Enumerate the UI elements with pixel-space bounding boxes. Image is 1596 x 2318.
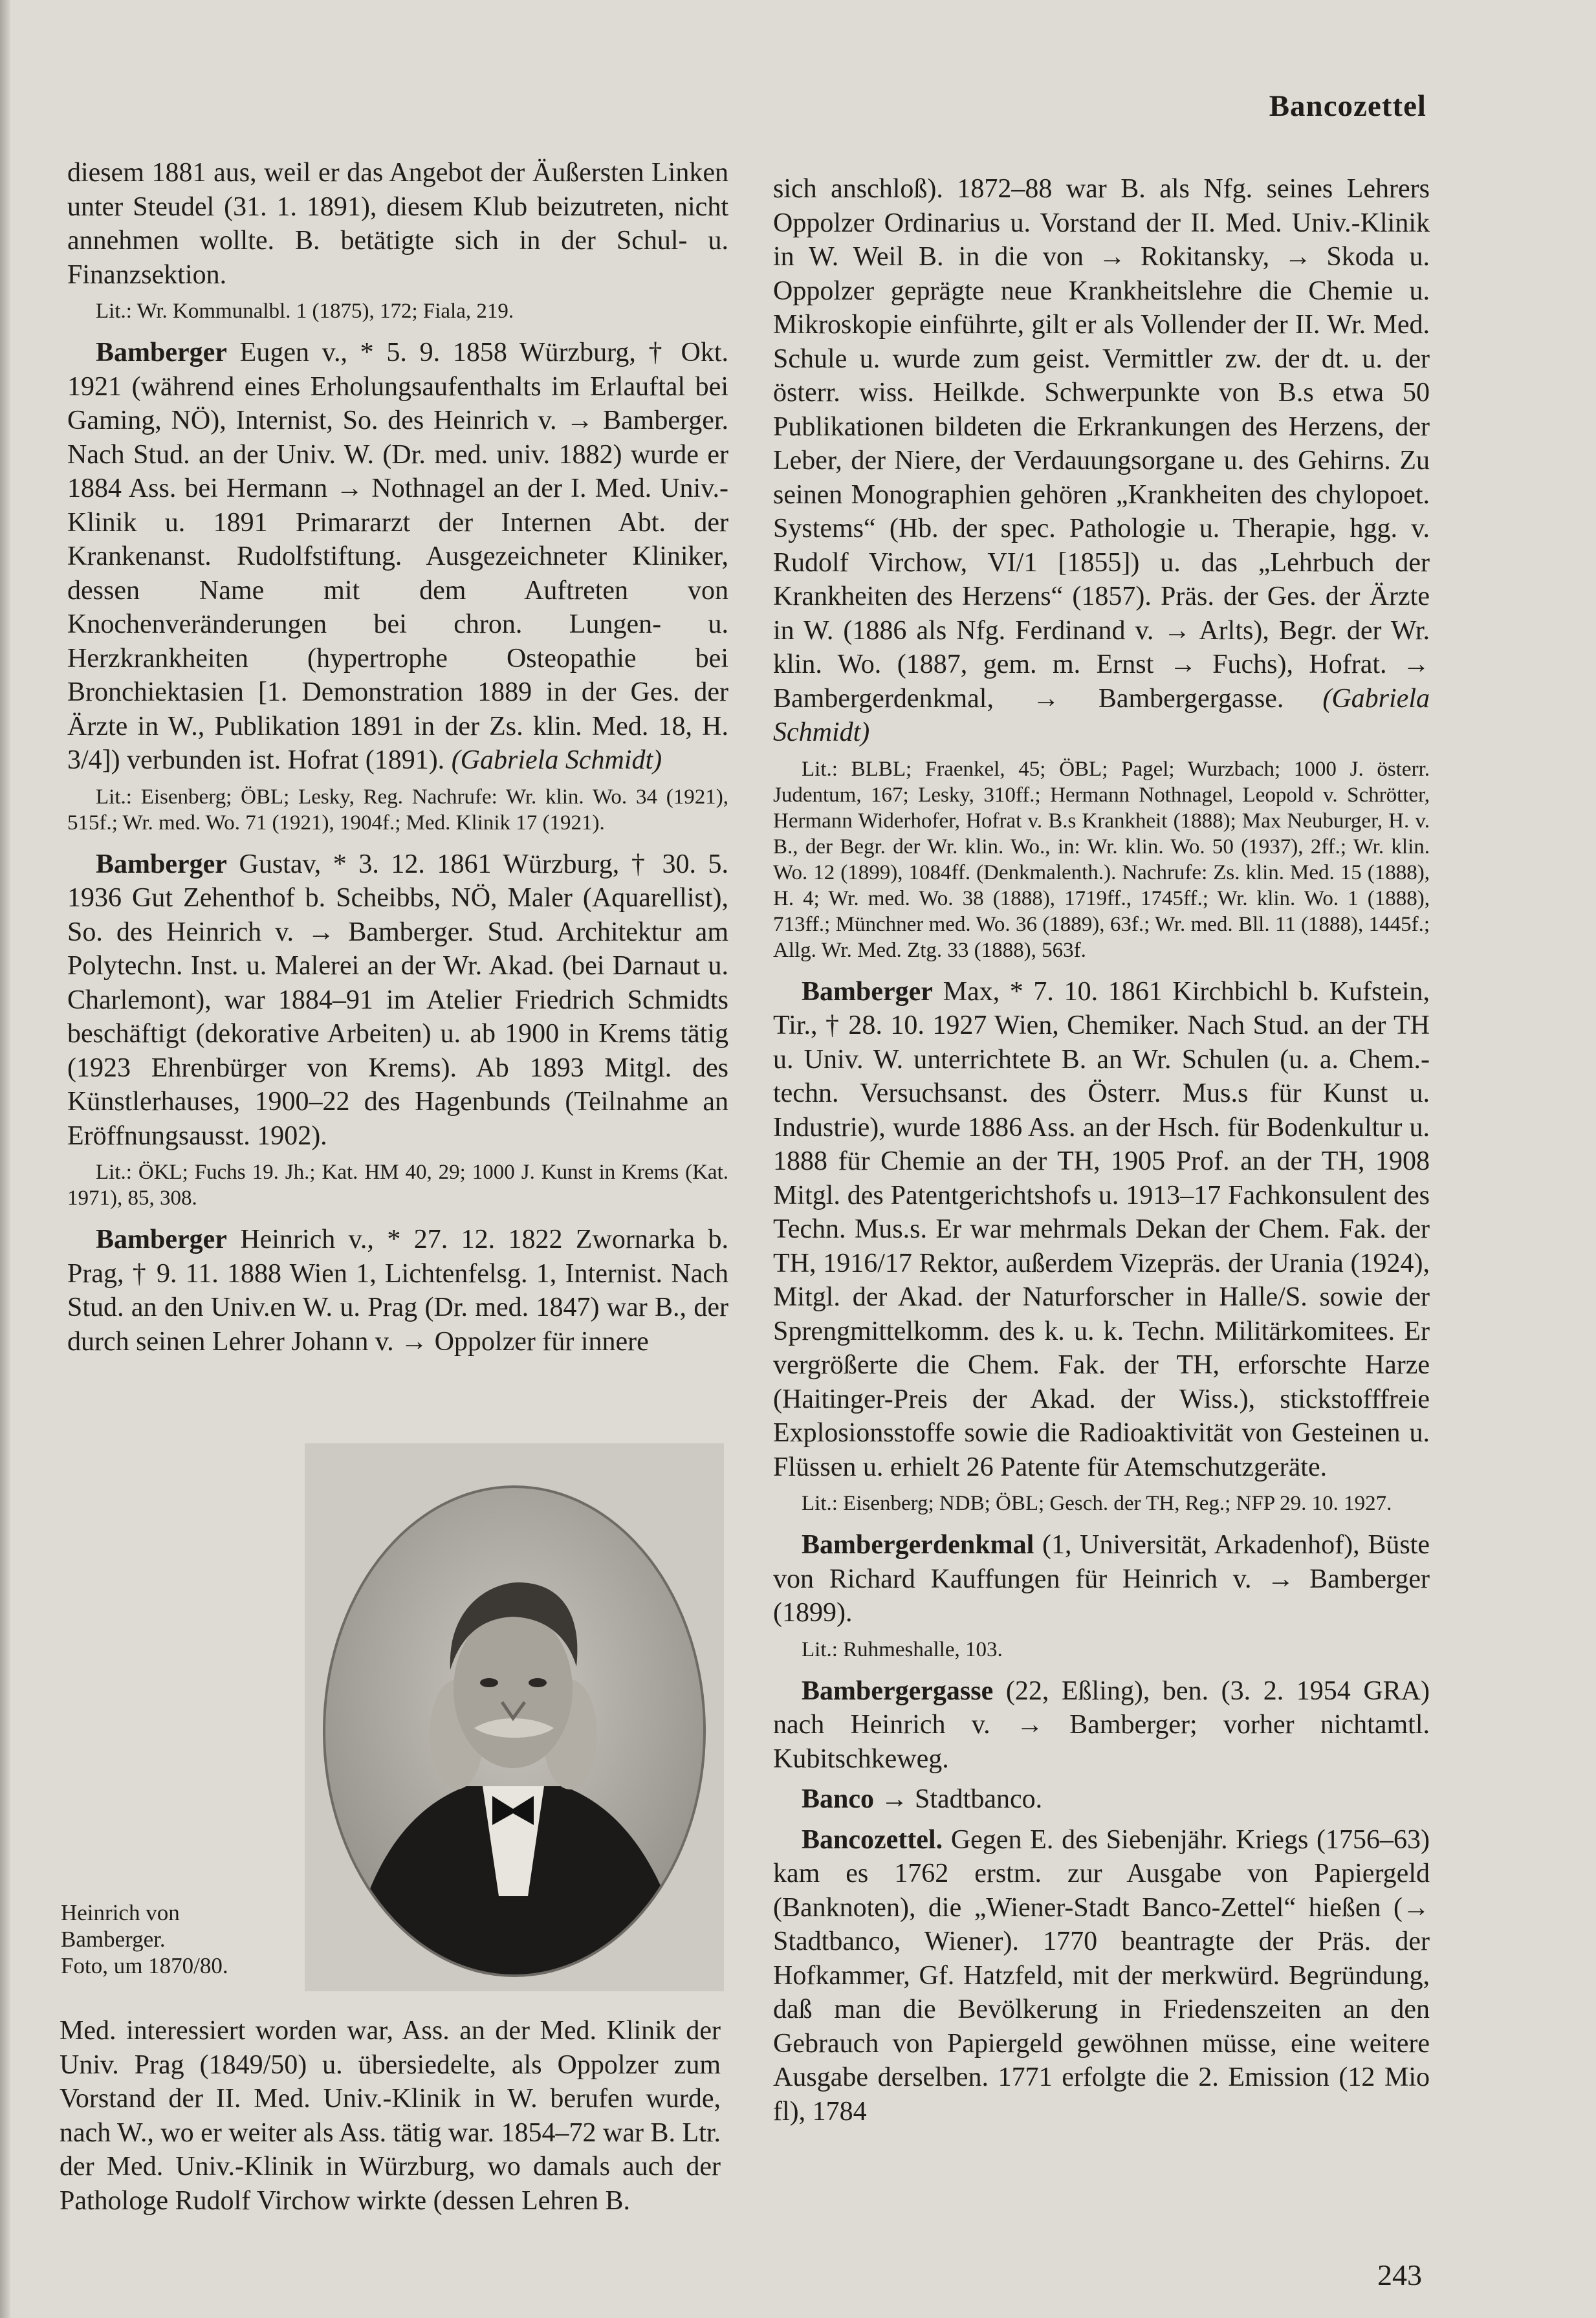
- entry-continuation: diesem 1881 aus, weil er das Angebot der Äußersten Linken unter Steudel (31. 1. 1891), diesem Klub beizutreten, nicht annehmen wollte. B. betätigte sich in der Schul- u. Finanzsektion.: [67, 158, 728, 290]
- literature-note: Lit.: Eisenberg; NDB; ÖBL; Gesch. der TH, Reg.; NFP 29. 10. 1927.: [802, 1492, 1392, 1515]
- author-signature: (Gabriela Schmidt): [451, 745, 662, 775]
- photo-caption: Heinrich von Bamberger. Foto, um 1870/80.: [61, 1900, 228, 1978]
- entry-banco: Banco → Stadtbanco.: [802, 1784, 1043, 1814]
- literature-note: Lit.: Wr. Kommunalbl. 1 (1875), 172; Fiala, 219.: [96, 300, 514, 323]
- entry-bancozettel: Bancozettel. Gegen E. des Siebenjähr. Kriegs (1756–63) kam es 1762 erstm. zur Ausgabe von Papiergeld (Banknoten), die „Wiener-Stadt Banco-Zettel“ hießen (→ Stadtbanco, Wiener). 1770 beantragte der Präs. der Hofkammer, Gf. Hatzfeld, mit der merkwürd. Begründung, daß man die Bevölkerung in Friedenszeiten an den Gebrauch von Papiergeld gewöhnen müsse, eine weitere Ausgabe derselben. 1771 erfolgte die 2. Emission (12 Mio fl), 1784: [773, 1824, 1430, 2127]
- entry-bambergergasse: Bambergergasse (22, Eßling), ben. (3. 2. 1954 GRA) nach Heinrich v. → Bamberger; vorher nichtamtl. Kubitschkeweg.: [773, 1676, 1430, 1774]
- page-edge: [0, 0, 10, 2318]
- literature-note: Lit.: BLBL; Fraenkel, 45; ÖBL; Pagel; Wurzbach; 1000 J. österr. Judentum, 167; Lesky, 310ff.; Hermann Nothnagel, Leopold v. Schrötter, Hermann Widerhofer, Hofrat v. B.s Krankheit (1888); Max Neuburger, H. v. B., der Begr. der Wr. klin. Wo., in: Wr. klin. Wo. 50 (1937), 2ff.; Wr. klin. Wo. 12 (1899), 1084ff. (Denkmalenth.). Nachrufe: Zs. klin. Med. 15 (1888), H. 4; Wr. med. Wo. 38 (1888), 1719ff., 1745ff.; Wr. klin. Wo. 1 (1888), 713ff.; Münchner med. Wo. 36 (1889), 63f.; Wr. med. Bll. 11 (1888), 1445f.; Allg. Wr. Med. Ztg. 33 (1888), 563f.: [773, 757, 1430, 962]
- left-column: [67, 156, 728, 1359]
- right-column: [773, 172, 1430, 2128]
- entry-bamberger-eugen: Bamberger Eugen v., * 5. 9. 1858 Würzburg, † Okt. 1921 (während eines Erholungsaufenthalts im Erlauftal bei Gaming, NÖ), Internist, So. des Heinrich v. → Bamberger. Nach Stud. an der Univ. W. (Dr. med. univ. 1882) wurde er 1884 Ass. bei Hermann → Nothnagel an der I. Med. Univ.-Klinik u. 1891 Primararzt der Internen Abt. der Krankenanst. Rudolfstiftung. Ausgezeichneter Kliniker, dessen Name mit dem Auftreten von Knochenveränderungen bei chron. Lungen- u. Herzkrankheiten (hypertrophe Osteopathie bei Bronchiektasien [1. Demonstration 1889 in der Ges. der Ärzte in W., Publikation 1891 in der Zs. klin. Med. 18, H. 3/4]) verbunden ist. Hofrat (1891). (Gabriela Schmidt): [67, 338, 728, 775]
- entry-bamberger-heinrich-cont: Med. interessiert worden war, Ass. an der Med. Klinik der Univ. Prag (1849/50) u. übersiedelte, als Oppolzer zum Vorstand der II. Med. Univ.-Klinik in W. berufen wurde, nach W., wo er weiter als Ass. tätig war. 1854–72 war B. Ltr. der Med. Univ.-Klinik in Würzburg, wo damals auch der Pathologe Rudolf Virchow wirkte (dessen Lehren B.: [60, 2016, 721, 2216]
- headword: Bambergerdenkmal: [802, 1530, 1034, 1560]
- portrait-photo: [305, 1443, 724, 1991]
- entry-bamberger-heinrich-cont: sich anschloß). 1872–88 war B. als Nfg. seines Lehrers Oppolzer Ordinarius u. Vorstand der II. Med. Univ.-Klinik in W. Weil B. in die von → Rokitansky, → Skoda u. Oppolzer geprägte neue Krankheitslehre die Chemie u. Mikroskopie einführte, gilt er als Vollender der II. Wr. Med. Schule u. wurde zum geist. Vermittler zw. der dt. u. der österr. wiss. Heilkde. Schwerpunkte von B.s etwa 50 Publikationen bildeten die Erkrankungen des Herzens, der Leber, der Niere, der Verdauungsorgane u. des Gehirns. Zu seinen Monographien gehören „Krankheiten des chylopoet. Systems“ (Hb. der spec. Pathologie u. Therapie, hgg. v. Rudolf Virchow, VI/1 [1855]) u. das „Lehrbuch der Krankheiten des Herzens“ (1857). Präs. der Ges. der Ärzte in W. (1886 als Nfg. Ferdinand v. → Arlts), Begr. der Wr. klin. Wo. (1887, gem. m. Ernst → Fuchs), Hofrat. → Bambergerdenkmal, → Bambergergasse. (Gabriela Schmidt): [773, 174, 1430, 747]
- portrait-image: [305, 1443, 724, 1991]
- headword: Banco: [802, 1784, 875, 1814]
- headword: Bamberger: [96, 1225, 227, 1254]
- entry-bamberger-heinrich: Bamberger Heinrich v., * 27. 12. 1822 Zwornarka b. Prag, † 9. 11. 1888 Wien 1, Lichtenfelsg. 1, Internist. Nach Stud. an den Univ.en W. u. Prag (Dr. med. 1847) war B., der durch seinen Lehrer Johann v. → Oppolzer für innere: [67, 1225, 728, 1357]
- entry-bamberger-max: Bamberger Max, * 7. 10. 1861 Kirchbichl b. Kufstein, Tir., † 28. 10. 1927 Wien, Chemiker. Nach Stud. an der TH u. Univ. W. unterrichtete B. an Wr. Schulen (u. a. Chem.-techn. Versuchsanst. des Österr. Mus.s für Kunst u. Industrie), wurde 1886 Ass. an der Hsch. für Bodenkultur u. 1888 für Chemie an der TH, 1905 Prof. an der TH, 1908 Mitgl. des Patentgerichtshofs u. 1913–17 Fachkonsulent des Techn. Mus.s. Er war mehrmals Dekan der Chem. Fak. der TH, 1916/17 Rektor, außerdem Vizepräs. der Urania (1924), Mitgl. der Akad. der Naturforscher in Halle/S. sowie der Sprengmittelkomm. des k. u. k. Techn. Militärkomitees. Er vergrößerte die Chem. Fak. der TH, erforschte Harze (Haitinger-Preis der Akad. der Wiss.), stickstofffreie Explosionsstoffe sowie die Radioaktivität von Gesteinen u. Flüssen u. erhielt 26 Patente für Atemschutzgeräte.: [773, 976, 1430, 1482]
- headword: Bancozettel.: [802, 1824, 943, 1855]
- left-column-bottom: [60, 2014, 721, 2218]
- headword: Bamberger: [96, 338, 227, 367]
- page-number: 243: [1377, 2258, 1422, 2291]
- headword: Bambergergasse: [802, 1676, 994, 1706]
- literature-note: Lit.: Ruhmeshalle, 103.: [802, 1637, 1003, 1661]
- author-signature: (Gabriela Schmidt): [773, 683, 1430, 747]
- running-head: Bancozettel: [1269, 89, 1427, 123]
- entry-bambergerdenkmal: Bambergerdenkmal (1, Universität, Arkadenhof), Büste von Richard Kauffungen für Heinrich v. → Bamberger (1899).: [773, 1530, 1430, 1628]
- entry-bamberger-gustav: Bamberger Gustav, * 3. 12. 1861 Würzburg, † 30. 5. 1936 Gut Zehenthof b. Scheibbs, NÖ, Maler (Aquarellist), So. des Heinrich v. → Bamberger. Stud. Architektur am Polytechn. Inst. u. Malerei an der Wr. Akad. (bei Darnaut u. Charlemont), war 1884–91 im Atelier Friedrich Schmidts beschäftigt (dekorative Arbeiten) u. ab 1900 in Krems tätig (1923 Ehrenbürger von Krems). Ab 1893 Mitgl. des Künstlerhauses, 1900–22 des Hagenbunds (Teilnahme an Eröffnungsausst. 1902).: [67, 849, 728, 1151]
- headword: Bamberger: [802, 976, 933, 1007]
- literature-note: Lit.: ÖKL; Fuchs 19. Jh.; Kat. HM 40, 29; 1000 J. Kunst in Krems (Kat. 1971), 85, 308.: [67, 1161, 728, 1210]
- literature-note: Lit.: Eisenberg; ÖBL; Lesky, Reg. Nachrufe: Wr. klin. Wo. 34 (1921), 515f.; Wr. med. Wo. 71 (1921), 1904f.; Med. Klinik 17 (1921).: [67, 785, 728, 835]
- headword: Bamberger: [96, 849, 227, 879]
